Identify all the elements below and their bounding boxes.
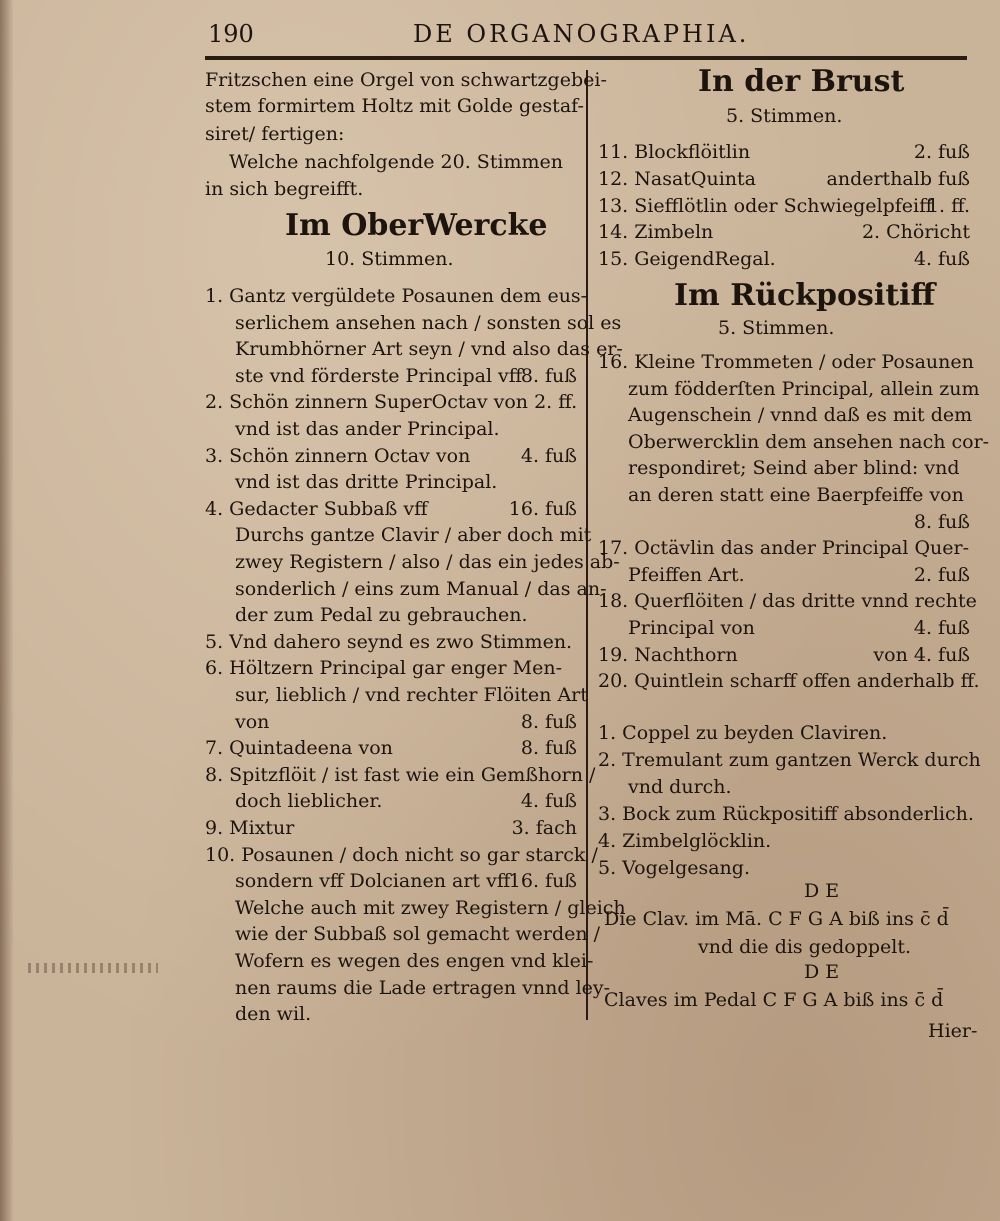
keys-de-label: D E	[804, 961, 840, 983]
stop-line: 1. Gantz vergüldete Posaunen dem eus-	[205, 285, 588, 307]
running-title: DE ORGANOGRAPHIA.	[413, 20, 750, 48]
stop-line: 9. Mixtur	[205, 817, 295, 839]
stop-line: 15. GeigendRegal.	[598, 248, 776, 271]
section-subheading: 5. Stimmen.	[726, 105, 843, 127]
stop-pitch: 3. fach	[511, 817, 577, 839]
intro-line: Fritzschen eine Orgel von schwartzgebei-	[205, 69, 607, 91]
stop-line: respondiret; Seind aber blind: vnd	[628, 457, 960, 480]
list-line: 4. Zimbelglöcklin.	[598, 830, 772, 852]
stop-line: 17. Octävlin das ander Principal Quer-	[598, 537, 970, 560]
stop-line: vnd ist das dritte Principal.	[235, 471, 498, 494]
stop-line: 7. Quintadeena von	[205, 737, 393, 760]
stop-line: sondern vff Dolcianen art vff	[235, 870, 511, 893]
stop-pitch: 1. ff.	[926, 194, 970, 217]
stop-line: 5. Vnd dahero seynd es zwo Stimmen.	[205, 630, 573, 653]
stop-line: den wil.	[235, 1003, 312, 1026]
manual-compass: Die Clav. im Mā. C F G A biß ins c̄ d̄	[604, 908, 949, 930]
section-heading: Im OberWercke	[285, 208, 548, 243]
stop-pitch: 16. fuß	[508, 497, 577, 520]
stop-line: 11. Blockflöitlin	[598, 141, 751, 163]
list-line: vnd durch.	[628, 776, 732, 798]
stop-pitch: 2. fuß	[913, 563, 970, 586]
section-subheading: 10. Stimmen.	[325, 248, 454, 270]
list-line: 2. Tremulant zum gantzen Werck durch	[598, 749, 981, 771]
stop-line: an deren statt eine Baerpfeiffe von	[628, 484, 964, 506]
page-number: 190	[208, 20, 254, 48]
stop-line: nen raums die Lade ertragen vnnd ley-	[235, 976, 611, 999]
stop-pitch: 4. fuß	[520, 444, 577, 467]
intro-line: in sich begreifft.	[205, 178, 364, 200]
stop-line: 18. Querflöiten / das dritte vnnd rechte	[598, 590, 977, 613]
section-heading: Im Rückpositiff	[674, 278, 936, 313]
stop-pitch: anderthalb fuß	[826, 167, 970, 190]
stop-line: 8. Spitzflöit / ist fast wie ein Gemßhorn /	[205, 763, 596, 786]
stop-line: ste vnd förderste Principal vff	[235, 364, 523, 387]
stop-line: 14. Zimbeln	[598, 221, 714, 244]
stop-line: 10. Posaunen / doch nicht so gar starck /	[205, 843, 598, 866]
stop-pitch: 4. fuß	[913, 248, 970, 271]
section-subheading: 5. Stimmen.	[718, 317, 835, 339]
margin-ink-smudge	[28, 963, 158, 973]
list-line: 5. Vogelgesang.	[598, 857, 750, 879]
stop-line: Pfeiffen Art.	[628, 563, 745, 586]
intro-line: Welche nachfolgende 20. Stimmen	[229, 151, 564, 173]
section-heading: In der Brust	[698, 64, 905, 99]
keys-de-label: D E	[804, 880, 840, 902]
intro-line: stem formirtem Holtz mit Golde gestaf-	[205, 95, 584, 117]
page-edge-shadow	[0, 0, 14, 1221]
stop-pitch: 4. fuß	[913, 617, 970, 639]
intro-line: siret/ fertigen:	[205, 123, 345, 145]
stop-line: serlichem ansehen nach / sonsten sol es	[235, 311, 622, 334]
stop-line: doch lieblicher.	[235, 790, 383, 813]
stop-pitch: 8. fuß	[520, 364, 577, 387]
stop-line: sur, lieblich / vnd rechter Flöiten Art	[235, 684, 588, 706]
stop-line: Wofern es wegen des engen vnd klei-	[235, 950, 594, 972]
stop-line: 12. NasatQuinta	[598, 167, 757, 190]
stop-line: 6. Höltzern Principal gar enger Men-	[205, 657, 562, 680]
stop-line: 16. Kleine Trommeten / oder Posaunen	[598, 351, 974, 373]
list-line: 1. Coppel zu beyden Claviren.	[598, 722, 888, 744]
stop-pitch: 2. fuß	[913, 141, 970, 163]
stop-pitch: von 4. fuß	[873, 643, 970, 666]
stop-line: von	[235, 710, 270, 733]
catchword: Hier-	[928, 1020, 978, 1042]
stop-line: Durchs gantze Clavir / aber doch mit	[235, 524, 592, 547]
stop-line: Principal von	[628, 617, 755, 639]
stop-pitch: 4. fuß	[520, 790, 577, 813]
stop-pitch: 16. fuß	[508, 870, 577, 893]
stop-line: Welche auch mit zwey Registern / gleich	[235, 896, 626, 919]
stop-line: 2. Schön zinnern SuperOctav von 2. ff.	[205, 391, 578, 414]
stop-line: vnd ist das ander Principal.	[235, 418, 500, 440]
stop-line: wie der Subbaß sol gemacht werden /	[235, 923, 601, 946]
stop-line: 4. Gedacter Subbaß vff	[205, 497, 428, 520]
stop-pitch: 2. Chöricht	[861, 221, 970, 244]
stop-line: Krumbhörner Art seyn / vnd also das er-	[235, 338, 623, 361]
stop-pitch: 8. fuß	[520, 737, 577, 760]
stop-line: der zum Pedal zu gebrauchen.	[235, 604, 528, 627]
stop-line: Augenschein / vnnd daß es mit dem	[628, 404, 973, 427]
stop-line: sonderlich / eins zum Manual / das an-	[235, 577, 607, 600]
manual-compass-note: vnd die dis gedoppelt.	[698, 936, 912, 958]
pedal-compass: Claves im Pedal C F G A biß ins c̄ d̄	[604, 989, 944, 1011]
stop-line: 19. Nachthorn	[598, 643, 738, 666]
stop-line: 3. Schön zinnern Octav von	[205, 444, 471, 467]
stop-line: zum födderſten Principal, allein zum	[628, 377, 980, 400]
stop-pitch: 8. fuß	[913, 510, 970, 533]
stop-pitch: 8. fuß	[520, 710, 577, 733]
page-header	[208, 14, 778, 54]
stop-line: 13. Siefflötlin oder Schwiegelpfeiff	[598, 194, 933, 217]
header-rule	[205, 56, 967, 60]
list-line: 3. Bock zum Rückpositiff absonderlich.	[598, 803, 974, 825]
stop-line: zwey Registern / also / das ein jedes ab-	[235, 551, 620, 573]
stop-line: Oberwercklin dem ansehen nach cor-	[628, 430, 990, 453]
stop-line: 20. Quintlein scharff offen anderhalb ff.	[598, 670, 980, 693]
